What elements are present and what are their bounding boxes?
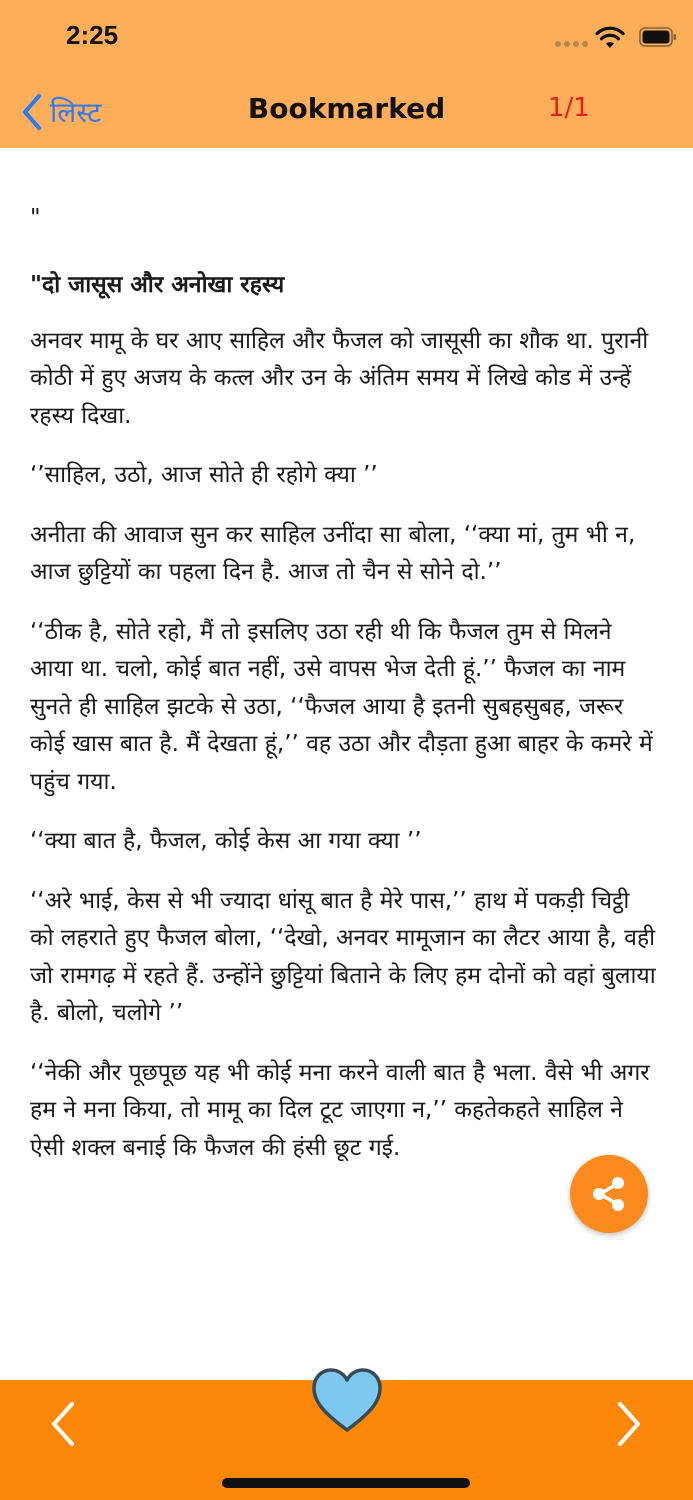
back-button-label: लिस्ट — [50, 96, 102, 129]
wifi-icon — [595, 26, 625, 50]
bottom-toolbar — [0, 1380, 693, 1500]
article-paragraph: " — [30, 205, 41, 231]
page-title: Bookmarked — [247, 92, 446, 125]
battery-icon — [639, 27, 677, 47]
status-time: 2:25 — [66, 20, 119, 50]
article-paragraph: ‘‘अरे भाई, केस से भी ज्यादा धांसू बात है मेरे पास,’’ हाथ में पकड़ी चिट्ठी को लहराते हुए फैजल बोला, ‘‘देखो, अनवर मामूजान का लैटर आया है, वही जो रामगढ़ में रहते हैं. उन्होंने छुट्टियां बिताने के लिए हम दोनों को वहां बुलाया है. बोलो, चलोगे ’’ — [30, 887, 656, 1027]
share-button[interactable] — [570, 1155, 648, 1233]
article-headline: "दो जासूस और अनोखा रहस्य — [30, 272, 285, 299]
article-paragraph: ‘‘ठीक है, सोते रहो, मैं तो इसलिए उठा रही थी कि फैजल तुम से मिलने आया था. चलो, कोई बात नहीं, उसे वापस भेज देती हूं.’’ फैजल का नाम सुनते ही साहिल झटके से उठा, ‘‘फैजल आया है इतनी सुबहसुबह, जरूर कोई खास बात है. मैं देखता हूं,’’ वह उठा और दौड़ता हुआ बाहर के कमरे में पहुंच गया. — [30, 618, 653, 795]
previous-button[interactable] — [42, 1396, 86, 1452]
cellular-signal-icon — [555, 41, 589, 49]
share-icon — [589, 1174, 629, 1214]
bookmark-heart-button[interactable] — [310, 1366, 384, 1436]
article-paragraph: ‘‘क्या बात है, फैजल, कोई केस आ गया क्या ’’ — [30, 828, 422, 855]
home-indicator — [222, 1478, 470, 1488]
page-counter: 1/1 — [548, 93, 590, 123]
article-paragraph: ‘’साहिल, उठो, आज सोते ही रहोगे क्या ’’ — [30, 462, 378, 489]
article-content — [30, 200, 660, 1189]
article-paragraph: ‘‘नेकी और पूछपूछ यह भी कोई मना करने वाली बात है भला. वैसे भी अगर हम ने मना किया, तो मामू का दिल टूट जाएगा न,’’ कहतेकहते साहिल ने ऐसी शक्ल बनाई कि फैजल की हंसी छूट गई. — [30, 1059, 650, 1161]
back-button[interactable] — [20, 90, 130, 134]
top-header — [0, 0, 693, 148]
article-paragraph: अनवर मामू के घर आए साहिल और फैजल को जासूसी का शौक था. पुरानी कोठी में हुए अजय के कत्ल और उन के अंतिम समय में लिखे कोड में उन्हें रहस्य दिखा. — [30, 327, 649, 429]
chevron-left-icon — [20, 92, 44, 132]
next-button[interactable] — [606, 1396, 650, 1452]
article-paragraph: अनीता की आवाज सुन कर साहिल उनींदा सा बोला, ‘‘क्या मां, तुम भी न, आज छुट्टियों का पहला दिन है. आज तो चैन से सोने दो.’’ — [30, 521, 636, 586]
